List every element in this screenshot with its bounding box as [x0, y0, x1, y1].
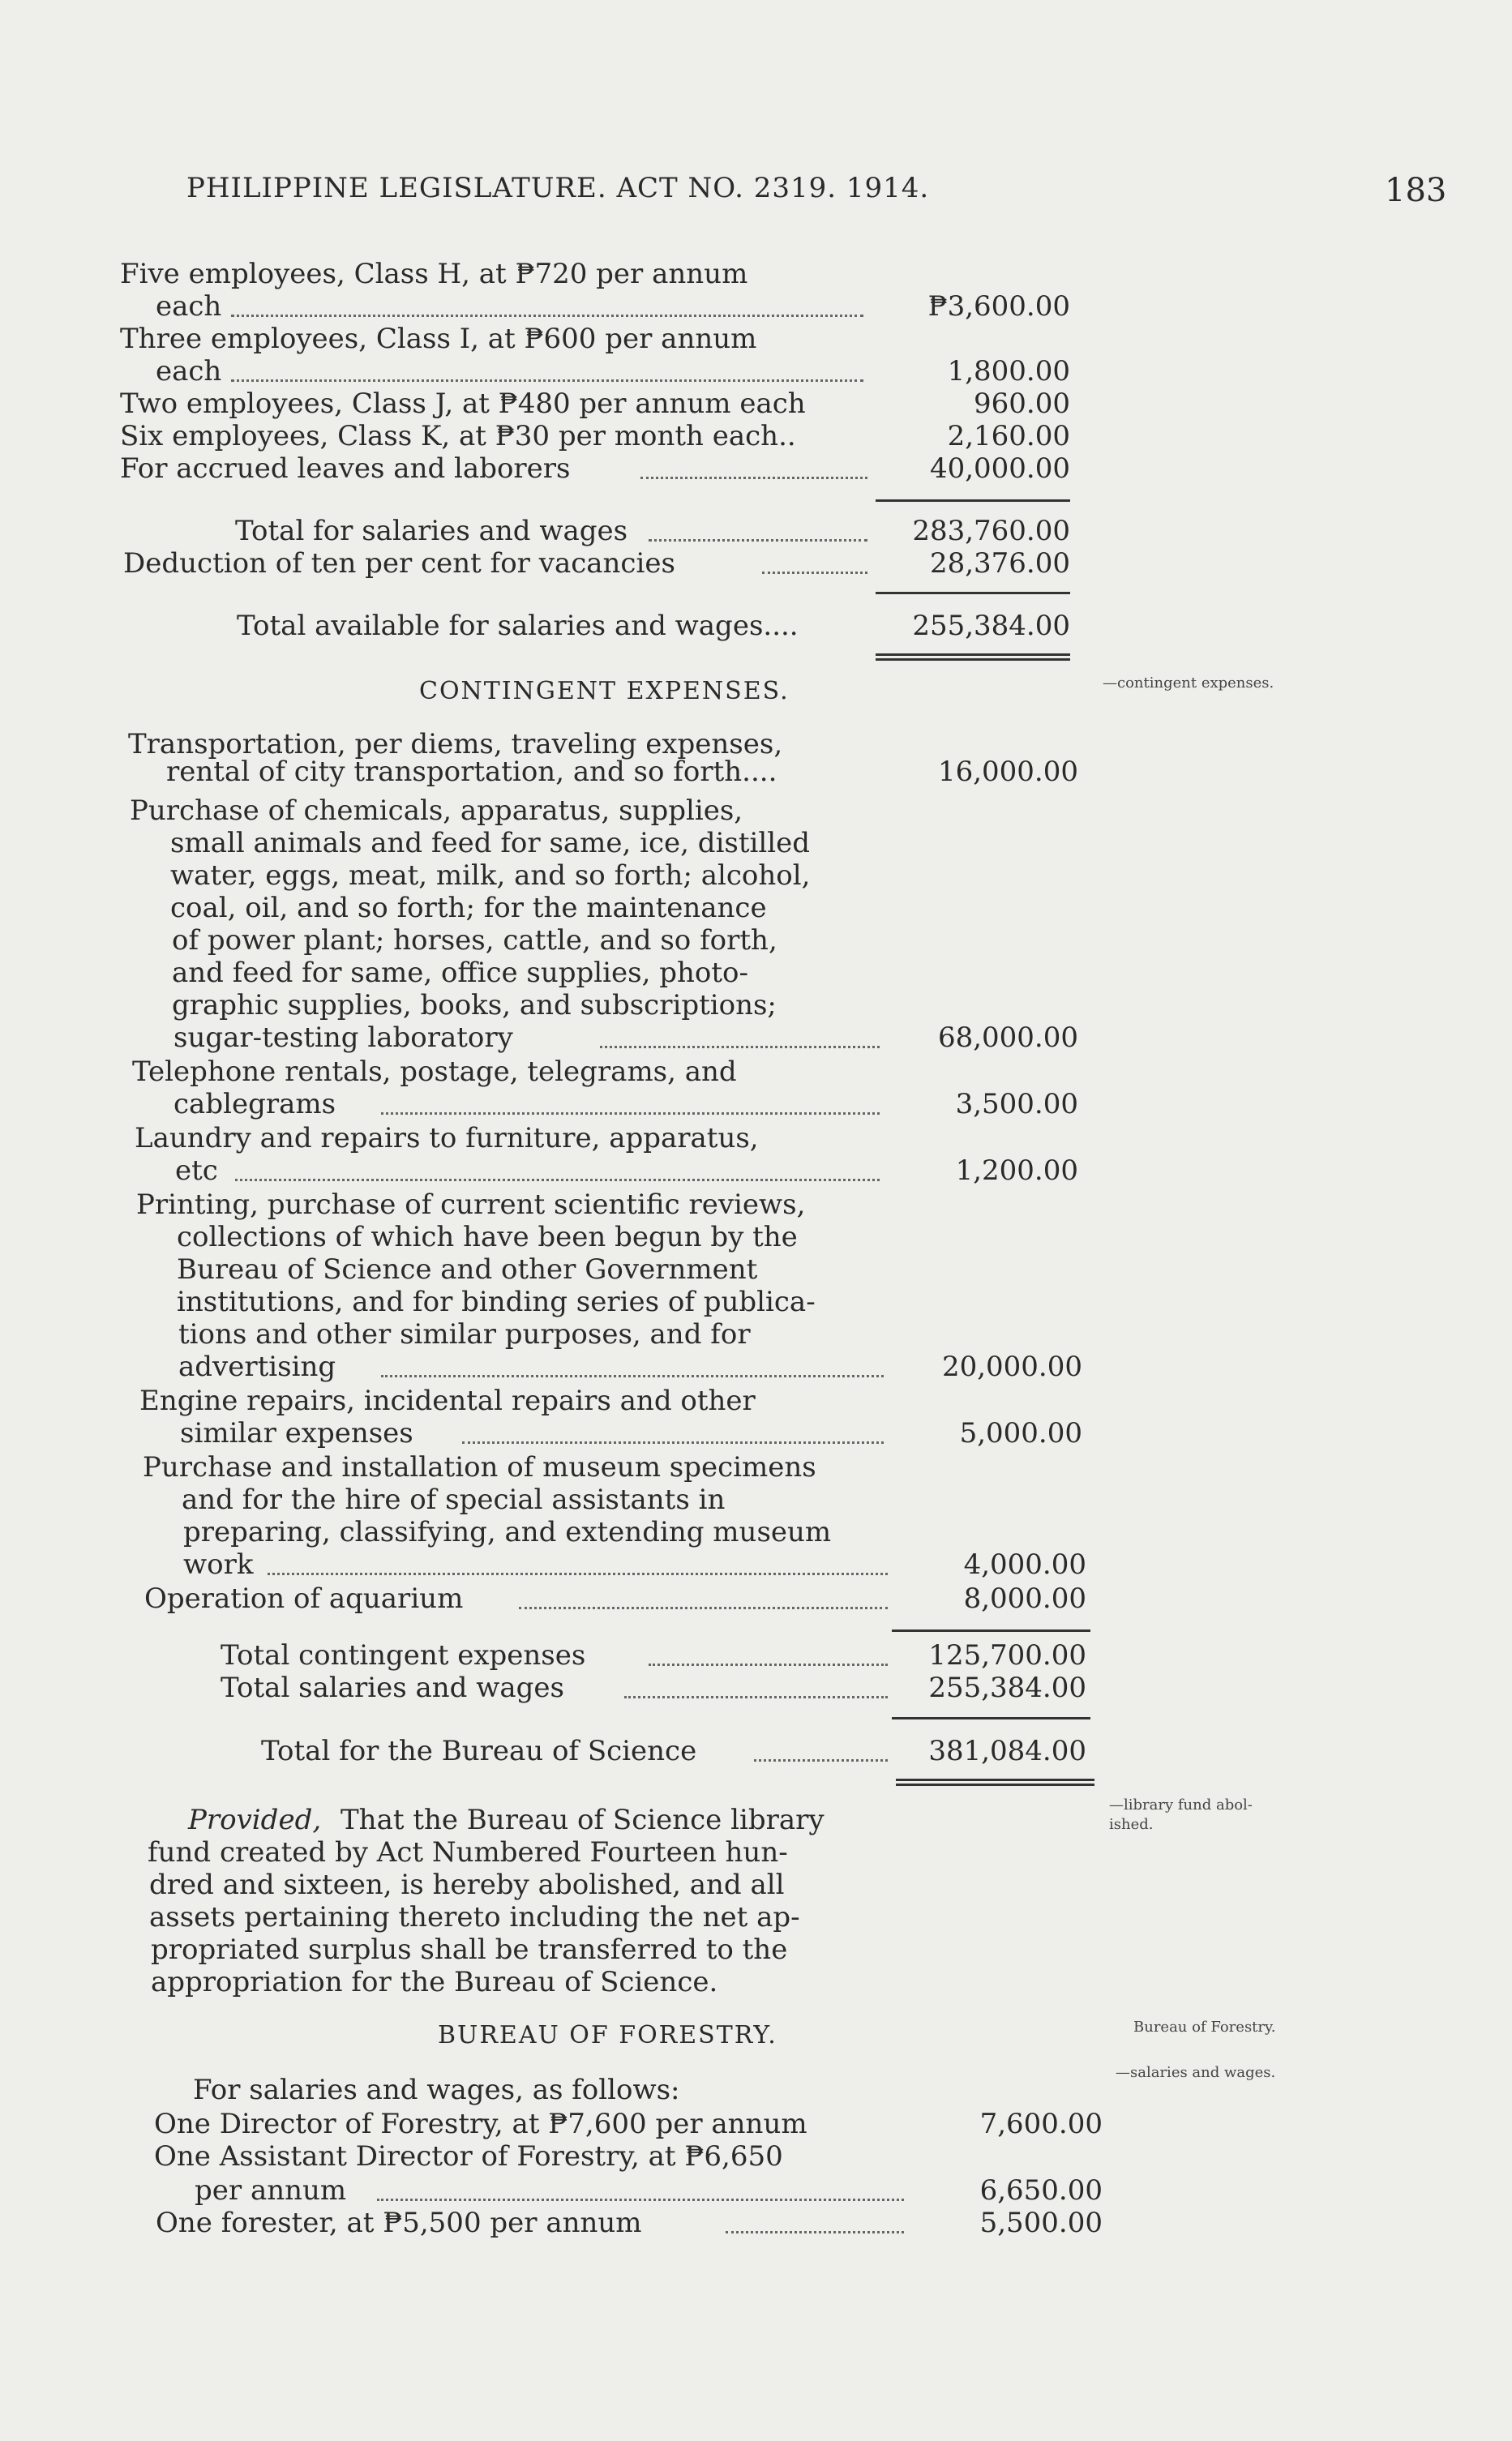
item-text: Laundry and repairs to furniture, apparatus, — [135, 1122, 759, 1154]
available-label: Total available for salaries and wages.... — [237, 610, 799, 642]
salary-desc: Five employees, Class H, at ₱720 per annum — [120, 258, 748, 290]
item-text: and feed for same, office supplies, photo- — [172, 957, 748, 989]
double-rule — [876, 653, 1070, 661]
leader-dots — [519, 1607, 888, 1609]
margin-note-salaries: —salaries and wages. — [1116, 2064, 1276, 2081]
item-amount: 8,000.00 — [963, 1582, 1086, 1615]
item-text: etc — [175, 1154, 218, 1187]
proviso-text: That the Bureau of Science library — [341, 1804, 825, 1836]
item-text: work — [183, 1548, 254, 1581]
sum-rule — [892, 1717, 1090, 1719]
salary-desc: Two employees, Class J, at ₱480 per annum each — [120, 388, 806, 420]
leader-dots — [649, 539, 867, 542]
item-text: water, eggs, meat, milk, and so forth; alcohol, — [170, 859, 811, 892]
item-text: rental of city transportation, and so forth.... — [166, 756, 777, 788]
item-text: similar expenses — [180, 1417, 413, 1450]
salary-desc: Six employees, Class K, at ₱30 per month each.. — [120, 420, 796, 452]
item-text: graphic supplies, books, and subscriptions; — [172, 989, 777, 1021]
section-heading-contingent: CONTINGENT EXPENSES. — [419, 677, 790, 705]
margin-note-contingent: —contingent expenses. — [1103, 674, 1274, 692]
leader-dots — [381, 1112, 880, 1115]
forestry-item-text: One Director of Forestry, at ₱7,600 per annum — [154, 2108, 807, 2140]
item-text: Operation of aquarium — [144, 1582, 464, 1615]
running-header: PHILIPPINE LEGISLATURE. ACT NO. 2319. 1914. — [186, 172, 930, 204]
total-salaries-amount: 283,760.00 — [912, 515, 1070, 547]
leader-dots — [462, 1441, 884, 1444]
item-text: small animals and feed for same, ice, distilled — [170, 827, 811, 859]
salary-amount: ₱3,600.00 — [927, 290, 1070, 323]
proviso-text: propriated surplus shall be transferred to the — [151, 1934, 788, 1966]
item-amount: 3,500.00 — [955, 1088, 1078, 1120]
salary-desc: Three employees, Class I, at ₱600 per annum — [120, 323, 757, 355]
total-salaries-amount-2: 255,384.00 — [928, 1672, 1086, 1704]
item-text: coal, oil, and so forth; for the maintenance — [170, 892, 767, 924]
total-salaries-label-2: Total salaries and wages — [221, 1672, 564, 1704]
leader-dots — [624, 1696, 888, 1698]
leader-dots — [381, 1375, 884, 1377]
leader-dots — [377, 2199, 904, 2201]
salary-desc-cont: each — [156, 355, 222, 388]
forestry-item-text: One forester, at ₱5,500 per annum — [156, 2207, 642, 2239]
margin-note-library-2: ished. — [1109, 1816, 1154, 1833]
salary-amount: 2,160.00 — [947, 420, 1070, 452]
sum-rule — [876, 592, 1070, 594]
item-text: Purchase of chemicals, apparatus, supplies, — [130, 794, 743, 827]
leader-dots — [649, 1664, 888, 1666]
leader-dots — [640, 477, 867, 479]
proviso-text: fund created by Act Numbered Fourteen hun- — [148, 1836, 788, 1869]
item-text: cablegrams — [173, 1088, 336, 1120]
proviso-text: assets pertaining thereto including the net ap- — [149, 1901, 800, 1934]
item-text: Engine repairs, incidental repairs and other — [139, 1385, 756, 1417]
item-text: advertising — [178, 1351, 336, 1383]
salary-amount: 1,800.00 — [947, 355, 1070, 388]
item-amount: 20,000.00 — [941, 1351, 1082, 1383]
leader-dots — [231, 315, 863, 317]
item-text: institutions, and for binding series of publica- — [177, 1286, 816, 1318]
double-rule — [896, 1779, 1094, 1786]
leader-dots — [754, 1759, 888, 1762]
bureau-total-label: Total for the Bureau of Science — [261, 1735, 697, 1767]
forestry-intro-text: For salaries and wages, as follows: — [193, 2074, 680, 2106]
leader-dots — [600, 1046, 880, 1048]
item-text: of power plant; horses, cattle, and so forth, — [172, 924, 777, 957]
forestry-item-text: One Assistant Director of Forestry, at ₱6,650 — [154, 2140, 783, 2173]
total-contingent-label: Total contingent expenses — [221, 1639, 586, 1672]
item-text: preparing, classifying, and extending museum — [183, 1516, 832, 1548]
bureau-total-amount: 381,084.00 — [928, 1735, 1086, 1767]
margin-note-library: —library fund abol- — [1109, 1796, 1253, 1814]
margin-note-forestry: Bureau of Forestry. — [1133, 2019, 1276, 2036]
leader-dots — [726, 2231, 904, 2233]
leader-dots — [231, 379, 863, 382]
sum-rule — [892, 1629, 1090, 1632]
deduction-amount: 28,376.00 — [929, 547, 1070, 580]
salary-amount: 40,000.00 — [929, 452, 1070, 485]
item-text: Purchase and installation of museum specimens — [143, 1451, 816, 1484]
item-text: tions and other similar purposes, and for — [178, 1318, 751, 1351]
item-text: and for the hire of special assistants in — [182, 1484, 726, 1516]
item-text: Bureau of Science and other Government — [177, 1253, 758, 1286]
total-contingent-amount: 125,700.00 — [928, 1639, 1086, 1672]
item-text: sugar-testing laboratory — [173, 1021, 513, 1054]
salary-desc-cont: each — [156, 290, 222, 323]
deduction-label: Deduction of ten per cent for vacancies — [123, 547, 675, 580]
leader-dots — [268, 1573, 888, 1575]
total-salaries-label: Total for salaries and wages — [235, 515, 628, 547]
item-text: Printing, purchase of current scientific reviews, — [136, 1188, 806, 1221]
item-amount: 1,200.00 — [955, 1154, 1078, 1187]
item-text: Telephone rentals, postage, telegrams, and — [132, 1056, 737, 1088]
available-amount: 255,384.00 — [912, 610, 1070, 642]
item-amount: 16,000.00 — [937, 756, 1078, 788]
sum-rule — [876, 499, 1070, 502]
proviso-text: appropriation for the Bureau of Science. — [151, 1966, 718, 1998]
forestry-item-amount: 5,500.00 — [979, 2207, 1103, 2239]
item-amount: 4,000.00 — [963, 1548, 1086, 1581]
section-heading-forestry: BUREAU OF FORESTRY. — [438, 2021, 777, 2049]
proviso-text: dred and sixteen, is hereby abolished, and all — [149, 1869, 785, 1901]
forestry-item-amount: 7,600.00 — [979, 2108, 1103, 2140]
leader-dots — [235, 1179, 880, 1181]
item-text: collections of which have been begun by the — [177, 1221, 798, 1253]
leader-dots — [762, 572, 867, 574]
item-amount: 5,000.00 — [959, 1417, 1082, 1450]
salary-amount: 960.00 — [974, 388, 1070, 420]
salary-desc: For accrued leaves and laborers — [120, 452, 571, 485]
proviso-lead: Provided, — [188, 1804, 322, 1836]
forestry-item-amount: 6,650.00 — [979, 2174, 1103, 2207]
page-number: 183 — [1385, 172, 1447, 209]
forestry-item-text: per annum — [195, 2174, 347, 2207]
item-text: Transportation, per diems, traveling expenses, — [128, 728, 783, 760]
item-amount: 68,000.00 — [937, 1021, 1078, 1054]
